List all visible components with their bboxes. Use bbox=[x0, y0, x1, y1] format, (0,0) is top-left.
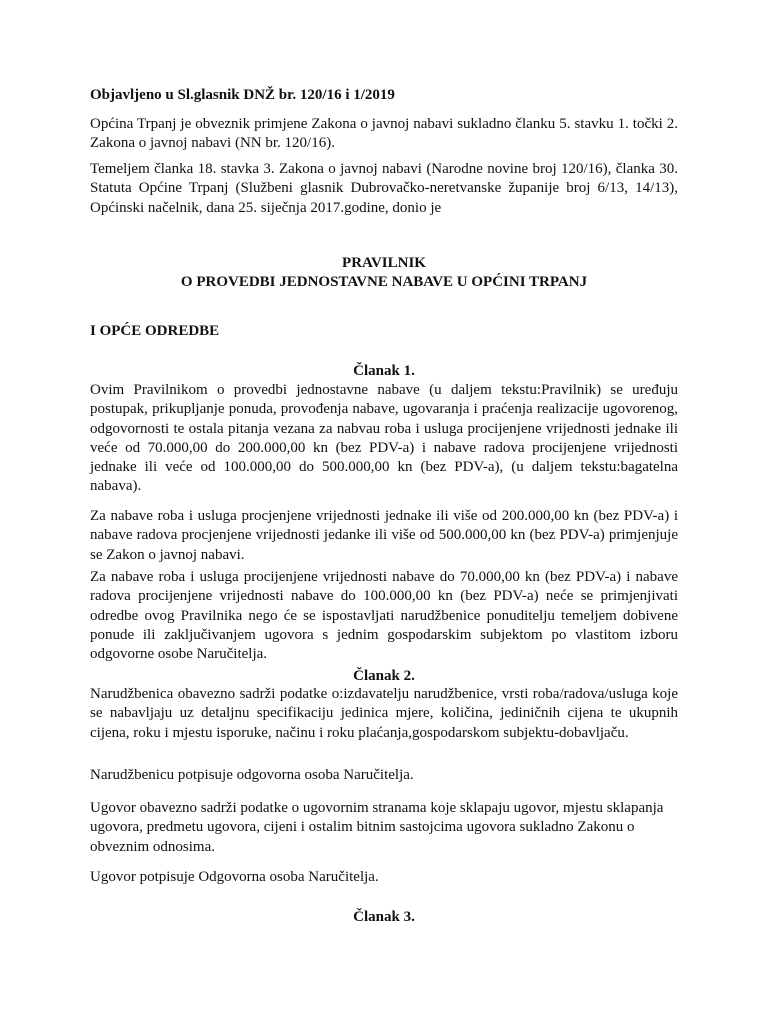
article-2-heading: Članak 2. bbox=[353, 668, 415, 684]
article-2-paragraph-2: Narudžbenicu potpisuje odgovorna osoba Naručitelja. bbox=[90, 767, 414, 783]
article-1-paragraph-1: Ovim Pravilnikom o provedbi jednostavne nabave (u daljem tekstu:Pravilnik) se uređuju postupak, prikupljanje ponuda, provođenja nabave, ugovaranja i praćenja realizacije ugovorenog, odgovornosti te ostala pitanja vezana za nabvau roba i usluga procijenjene vrijednosti jednake ili veće od 70.000,00 do 200.000,00 kn (bez PDV-a) i nabave radova procijenjene vrijednosti jednake ili veće od 100.000,00 do 500.000,00 kn (bez PDV-a), (u daljem tekstu:bagatelna nabava). bbox=[90, 382, 678, 495]
intro-paragraph-2: Temeljem članka 18. stavka 3. Zakona o javnoj nabavi (Narodne novine broj 120/16), članka 30. Statuta Općine Trpanj (Službeni glasnik Dubrovačko-neretvanske županije broj 6/13, 14/13), Općinski načelnik, dana 25. siječnja 2017.godine, donio je bbox=[90, 161, 678, 216]
article-3-heading: Članak 3. bbox=[353, 909, 415, 925]
title-line-1: PRAVILNIK bbox=[342, 255, 426, 271]
intro-paragraph-1: Općina Trpanj je obveznik primjene Zakona o javnoj nabavi sukladno članku 5. stavku 1. točki 2. Zakona o javnoj nabavi (NN br. 120/16). bbox=[90, 116, 678, 152]
article-1-heading: Članak 1. bbox=[353, 363, 415, 379]
article-1-paragraph-3: Za nabave roba i usluga procijenjene vrijednosti nabave do 70.000,00 kn (bez PDV-a) i nabave radova procijenjene vrijednosti nabave do 100.000,00 kn (bez PDV-a) neće se primjenjivati odredbe ovog Pravilnika nego će se ispostavljati narudžbenice ponuditelju temeljem dobivene ponude ili zaključivanjem ugovora s jednim gospodarskim subjektom po vlastitom izboru odgovorne osobe Naručitelja. bbox=[90, 569, 678, 663]
article-2-paragraph-1: Narudžbenica obavezno sadrži podatke o:izdavatelju narudžbenice, vrsti roba/radova/usluga koje se nabavljaju uz detaljnu specifikaciju jedinica mjere, količina, jediničnih cijena te ukupnih cijena, roku i mjestu isporuke, načinu i roku plaćanja,gospodarskom subjektu-dobavljaču. bbox=[90, 686, 678, 741]
section-heading-general: I OPĆE ODREDBE bbox=[90, 323, 220, 339]
title-line-2: O PROVEDBI JEDNOSTAVNE NABAVE U OPĆINI TRPANJ bbox=[180, 274, 588, 291]
document-title bbox=[90, 254, 678, 293]
article-1-paragraph-2: Za nabave roba i usluga procjenjene vrijednosti jednake ili više od 200.000,00 kn (bez PDV-a) i nabave radova procjenjene vrijednosti jedanke ili više od 500.000,00 kn (bez PDV-a) primjenjuje se Zakon o javnoj nabavi. bbox=[90, 508, 678, 563]
article-2-paragraph-3: Ugovor obavezno sadrži podatke o ugovornim stranama koje sklapaju ugovor, mjestu sklapanja ugovora, predmetu ugovora, cijeni i ostalim bitnim sastojcima ugovora sukladno Zakonu o obveznim odnosima. bbox=[90, 800, 664, 855]
article-2-paragraph-4: Ugovor potpisuje Odgovorna osoba Naručitelja. bbox=[90, 869, 379, 885]
publication-note: Objavljeno u Sl.glasnik DNŽ br. 120/16 i 1/2019 bbox=[90, 87, 395, 103]
